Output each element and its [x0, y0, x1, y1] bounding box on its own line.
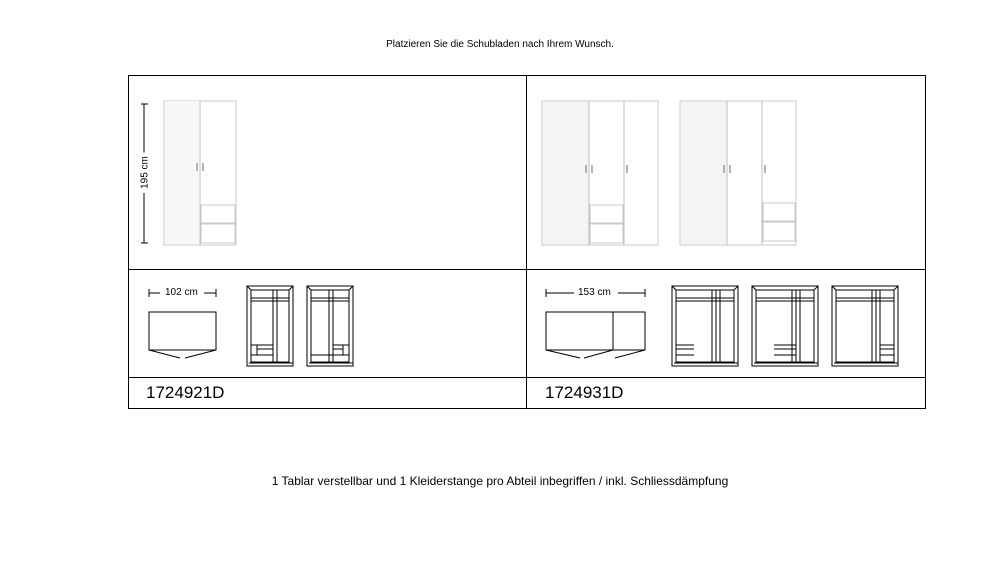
interior-diagram — [832, 286, 898, 366]
wardrobe-3-door-interiors — [128, 269, 926, 377]
instruction-text: Platzieren Sie die Schubladen nach Ihrem Wunsch. — [386, 39, 614, 50]
interior-diagram — [752, 286, 818, 366]
height-label: 195 cm — [140, 153, 151, 193]
width-label: 102 cm — [165, 287, 198, 298]
table-row-divider — [128, 377, 926, 378]
product-code: 1724921D — [146, 383, 225, 402]
wardrobe-3-door-right-drawers — [680, 101, 796, 245]
interior-diagram — [672, 286, 738, 366]
product-code: 1724931D — [545, 383, 624, 402]
product-table — [128, 75, 926, 409]
width-label: 153 cm — [578, 287, 611, 298]
wardrobe-3-door-photos — [128, 75, 926, 269]
table-bottom-border — [128, 408, 926, 409]
wardrobe-3-door-left-drawers — [542, 101, 658, 245]
footer-note: 1 Tablar verstellbar und 1 Kleiderstange pro Abteil inbegriffen / inkl. Schliessdämpfung — [271, 474, 729, 488]
